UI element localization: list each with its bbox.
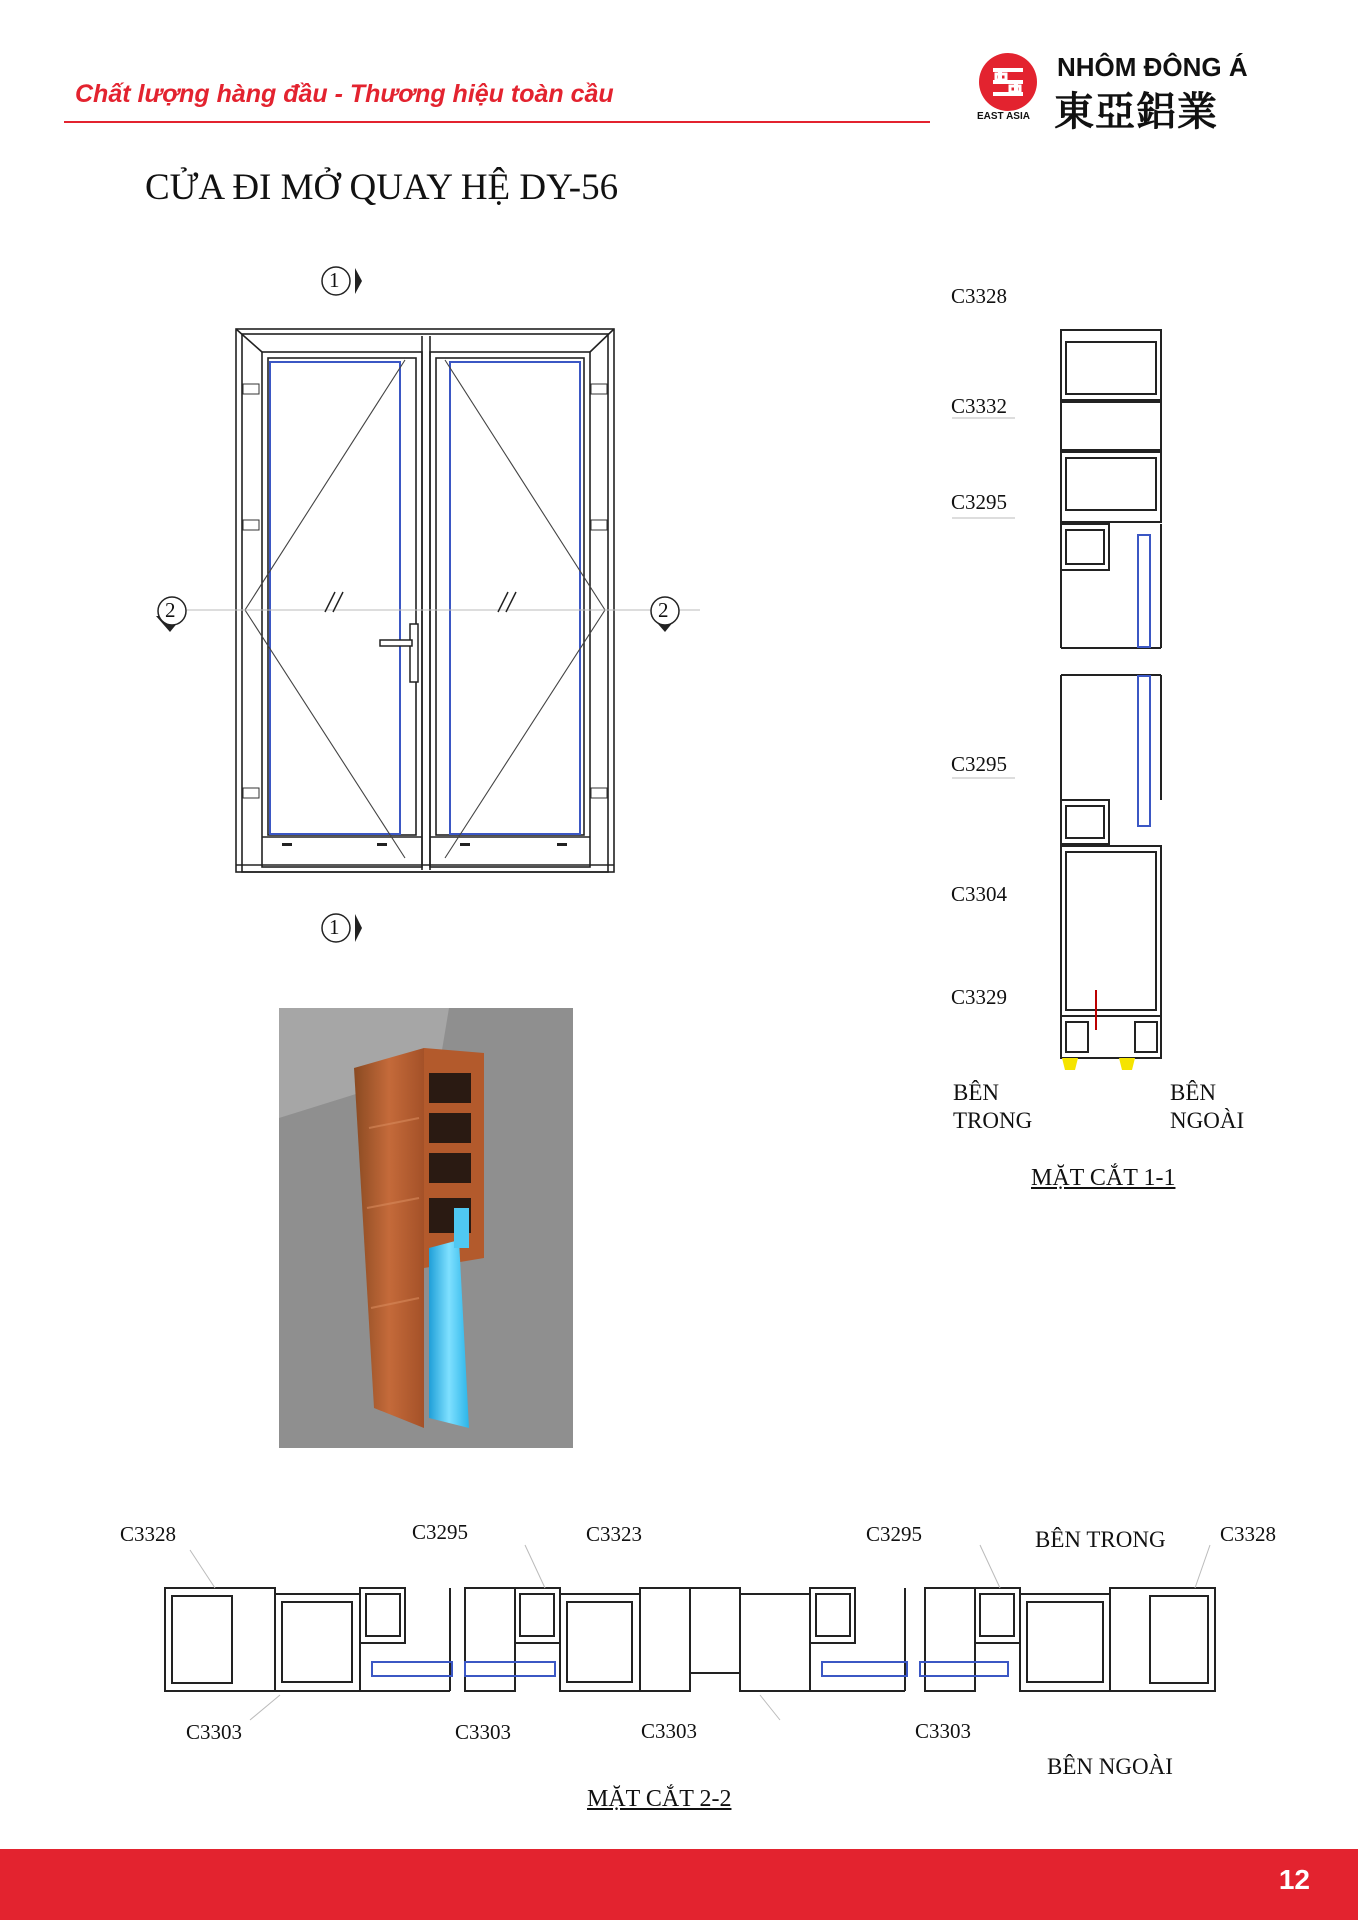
section-2-2-label-c3303-4: C3303 xyxy=(915,1719,972,1743)
section-1-1-label-c3329: C3329 xyxy=(951,985,1008,1009)
section-2-2-label-c3295-left: C3295 xyxy=(412,1520,469,1544)
page-number: 12 xyxy=(1278,1864,1310,1895)
section-1-1-caption: MẶT CẮT 1-1 xyxy=(1031,1165,1176,1191)
section-2-2-label-c3303-1: C3303 xyxy=(186,1720,243,1744)
tagline: Chất lượng hàng đầu - Thương hiệu toàn cầu xyxy=(75,80,614,108)
section-1-1-inside-line1: BÊN xyxy=(953,1080,999,1105)
section-marker-2-left: 2 xyxy=(165,598,176,622)
section-marker-1-top: 1 xyxy=(329,268,340,292)
section-1-1-outside-line1: BÊN xyxy=(1170,1080,1216,1105)
section-2-2-label-c3303-3: C3303 xyxy=(641,1719,698,1743)
section-2-2-label-c3303-2: C3303 xyxy=(455,1720,512,1744)
brand-vietnamese: NHÔM ĐÔNG Á xyxy=(1057,52,1248,82)
brand-english: EAST ASIA xyxy=(977,111,1030,122)
section-1-1-label-c3332: C3332 xyxy=(951,394,1008,418)
section-2-2-label-c3295-right: C3295 xyxy=(866,1522,923,1546)
footer-bar xyxy=(0,1849,1358,1920)
section-marker-2-right: 2 xyxy=(658,598,669,622)
brand-chinese: 東亞鋁業 xyxy=(1054,89,1218,135)
section-1-1-outside-line2: NGOÀI xyxy=(1170,1108,1245,1133)
section-1-1-label-c3328: C3328 xyxy=(951,284,1008,308)
section-2-2-label-c3328-right: C3328 xyxy=(1220,1522,1277,1546)
section-1-1-label-c3295-bottom: C3295 xyxy=(951,752,1008,776)
page-title: CỬA ĐI MỞ QUAY HỆ DY-56 xyxy=(145,167,619,208)
section-2-2-caption: MẶT CẮT 2-2 xyxy=(587,1786,732,1812)
section-marker-1-bottom: 1 xyxy=(329,915,340,939)
section-1-1-label-c3304: C3304 xyxy=(951,882,1008,906)
section-1-1-label-c3295-top: C3295 xyxy=(951,490,1008,514)
section-2-2-label-c3328-left: C3328 xyxy=(120,1522,177,1546)
section-1-1-inside-line2: TRONG xyxy=(953,1108,1033,1133)
section-2-2-label-c3323: C3323 xyxy=(586,1522,643,1546)
section-2-2-inside-label: BÊN TRONG xyxy=(1035,1527,1166,1552)
section-2-2-outside-label: BÊN NGOÀI xyxy=(1047,1754,1173,1779)
